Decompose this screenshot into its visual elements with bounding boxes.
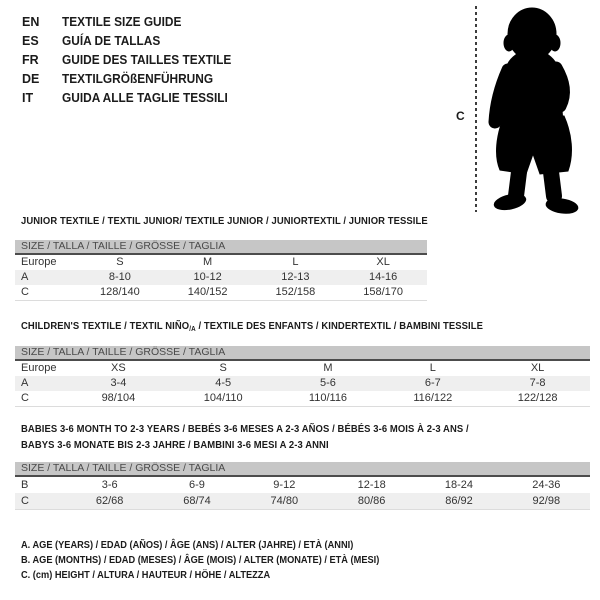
table-row-age-months (15, 477, 590, 493)
size-header-bar: SIZE / TALLA / TAILLE / GRÖSSE / TAGLIA (15, 462, 590, 477)
height-cell: 116/122 (413, 392, 453, 404)
age-cell: 12-18 (357, 479, 386, 491)
table-row-height (15, 285, 427, 301)
age-cell: 9-12 (273, 479, 296, 491)
row-label: Europe (21, 362, 57, 374)
guide-title: TEXTILE SIZE GUIDE (62, 15, 182, 29)
height-cell: 62/68 (95, 495, 124, 507)
age-cell: 5-6 (320, 377, 336, 389)
language-row (22, 70, 240, 89)
row-label: Europe (21, 256, 57, 268)
junior-table-title: JUNIOR TEXTILE / TEXTIL JUNIOR/ TEXTILE JUNIOR / JUNIORTEXTIL / JUNIOR TESSILE (21, 215, 428, 227)
row-label: C (21, 286, 29, 298)
size-cell: S (116, 256, 124, 268)
children-title-post: / TEXTILE DES ENFANTS / KINDERTEXTIL / BAMBINI TESSILE (195, 320, 483, 332)
children-table-title (21, 320, 483, 333)
footnote-legend (21, 538, 428, 583)
language-code: IT (22, 91, 34, 105)
height-cell: 80/86 (357, 495, 386, 507)
size-cell: XS (111, 362, 126, 374)
language-row (22, 51, 240, 70)
babies-title-line1: BABIES 3-6 MONTH TO 2-3 YEARS / BEBÉS 3-6 MESES A 2-3 AÑOS / BÉBÉS 3-6 MOIS À 2-3 ANS / (21, 423, 469, 435)
height-cell: 68/74 (183, 495, 211, 507)
age-cell: 10-12 (193, 271, 222, 283)
junior-table (15, 240, 427, 301)
language-code: DE (22, 72, 40, 86)
language-row (22, 89, 240, 108)
height-cell: 74/80 (270, 495, 299, 507)
children-table (15, 346, 590, 407)
height-cell: 122/128 (517, 392, 558, 404)
footnote-height: C. (cm) HEIGHT / ALTURA / HAUTEUR / HÖHE / ALTEZZA (21, 569, 271, 581)
age-cell: 7-8 (529, 377, 546, 389)
table-row-height (15, 391, 590, 407)
babies-table-title (21, 421, 469, 453)
size-cell: XL (530, 362, 545, 374)
height-cell: 86/92 (445, 495, 473, 507)
size-header-bar: SIZE / TALLA / TAILLE / GRÖSSE / TAGLIA (15, 240, 427, 255)
row-label: A (21, 271, 29, 283)
table-row-height (15, 493, 590, 510)
age-cell: 8-10 (108, 271, 131, 283)
children-title-pre: CHILDREN'S TEXTILE / TEXTIL NIÑO (21, 320, 190, 332)
height-cell: 128/140 (99, 286, 140, 298)
height-cell: 98/104 (101, 392, 136, 404)
height-cell: 104/110 (203, 392, 243, 404)
table-row-europe (15, 361, 590, 376)
guide-title: TEXTILGRÖßENFÜHRUNG (62, 72, 214, 86)
language-title-list (22, 13, 240, 108)
babies-table (15, 462, 590, 510)
row-label: B (21, 479, 29, 491)
age-cell: 3-4 (110, 377, 127, 389)
row-label: A (21, 377, 29, 389)
language-code: FR (22, 53, 39, 67)
height-cell: 110/116 (308, 392, 348, 404)
age-cell: 3-6 (101, 479, 118, 491)
size-cell: S (219, 362, 227, 374)
age-cell: 6-7 (424, 377, 441, 389)
baby-silhouette-icon (480, 4, 600, 216)
row-label: C (21, 392, 29, 404)
language-row (22, 13, 240, 32)
height-dashed-line (475, 6, 477, 212)
guide-title: GUIDA ALLE TAGLIE TESSILI (62, 91, 228, 105)
footnote-age-months: B. AGE (MONTHS) / EDAD (MESES) / ÂGE (MOIS) / ALTER (MONATE) / ETÀ (MESI) (21, 554, 380, 566)
size-header-bar: SIZE / TALLA / TAILLE / GRÖSSE / TAGLIA (15, 346, 590, 361)
age-cell: 24-36 (532, 479, 561, 491)
footnote-age-years: A. AGE (YEARS) / EDAD (AÑOS) / ÂGE (ANS) / ALTER (JAHRE) / ETÀ (ANNI) (21, 539, 354, 551)
size-cell: M (203, 256, 213, 268)
guide-title: GUIDE DES TAILLES TEXTILE (62, 53, 232, 67)
table-row-age (15, 376, 590, 391)
guide-title: GUÍA DE TALLAS (62, 34, 161, 48)
size-cell: L (292, 256, 299, 268)
row-label: C (21, 495, 29, 507)
size-cell: L (429, 362, 436, 374)
age-cell: 12-13 (281, 271, 310, 283)
age-cell: 4-5 (215, 377, 232, 389)
age-cell: 14-16 (369, 271, 398, 283)
height-cell: 92/98 (532, 495, 561, 507)
age-cell: 18-24 (444, 479, 474, 491)
size-cell: XL (376, 256, 390, 268)
size-cell: M (323, 362, 333, 374)
children-title-subscript: /A (189, 326, 196, 333)
table-row-europe (15, 255, 427, 270)
height-cell: 140/152 (187, 286, 228, 298)
babies-title-line2: BABYS 3-6 MONATE BIS 2-3 JAHRE / BAMBINI 3-6 MESI A 2-3 ANNI (21, 439, 329, 451)
height-marker-label: C (456, 109, 465, 123)
height-cell: 158/170 (363, 286, 403, 298)
language-row (22, 32, 240, 51)
language-code: ES (22, 34, 39, 48)
language-code: EN (22, 15, 40, 29)
age-cell: 6-9 (189, 479, 205, 491)
height-cell: 152/158 (275, 286, 316, 298)
table-row-age (15, 270, 427, 285)
